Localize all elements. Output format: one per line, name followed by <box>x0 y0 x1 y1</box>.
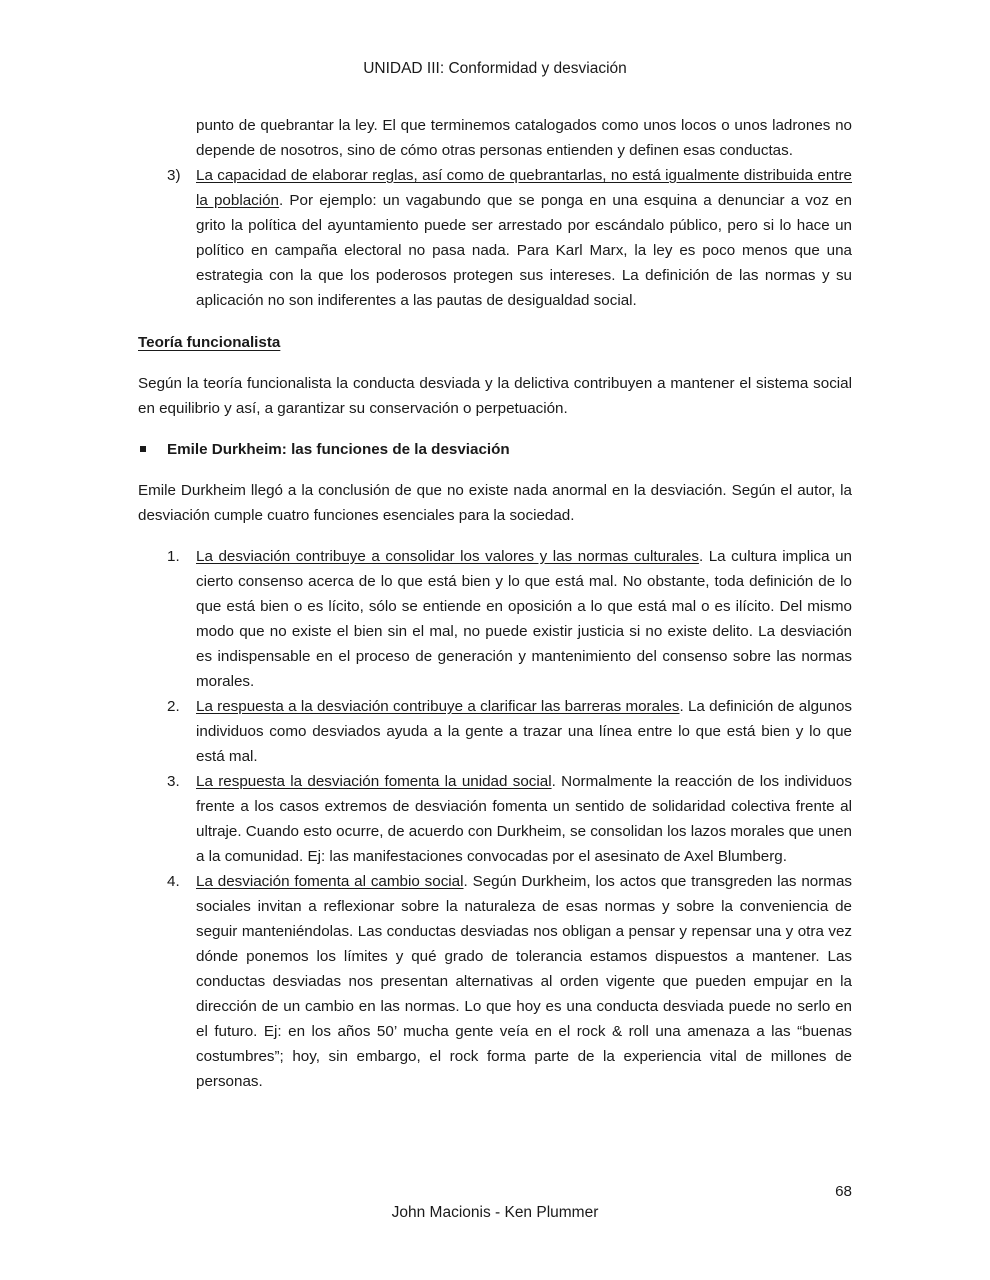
item-number: 1. <box>167 548 180 565</box>
function-item <box>138 694 852 769</box>
section-heading: Teoría funcionalista <box>138 334 281 351</box>
item-underlined-text: La respuesta a la desviación contribuye a clarificar las barreras morales <box>196 698 680 715</box>
page-number: 68 <box>835 1183 852 1200</box>
square-bullet-icon <box>140 446 146 452</box>
item-number: 3) <box>167 167 181 184</box>
page-footer: John Macionis - Ken Plummer <box>391 1204 599 1221</box>
item-number: 4. <box>167 873 180 890</box>
item-text: . Normalmente la reacción de los individuos frente a los casos extremos de desviación fomenta un sentido de solidaridad colectiva frente al ultraje. Cuando esto ocurre, de acuerdo con Durkheim, se consolidan los lazos morales que unen a la comunidad. Ej: las manifestaciones convocadas por el asesinato de Axel Blumberg. <box>196 773 852 865</box>
function-item <box>138 769 852 869</box>
item-text: . Según Durkheim, los actos que transgreden las normas sociales invitan a reflexionar sobre la naturaleza de esas normas y sobre la conveniencia de seguir manteniéndolas. Las conductas desviadas nos obligan a pensar y repensar una y otra vez dónde ponemos los límites y qué grado de tolerancia estamos dispuestos a mantener. Las conductas desviadas nos presentan alternativas al orden vigente que pueden empujar en la dirección de un cambio en las normas. Lo que hoy es una conducta desviada puede no serlo en el futuro. Ej: en los años 50’ mucha gente veía en el rock & roll una amenaza a las “buenas costumbres”; hoy, sin embargo, el rock forma parte de la experiencia vital de millones de personas. <box>196 873 852 1090</box>
bullet-heading <box>138 437 852 462</box>
bullet-heading-text: Emile Durkheim: las funciones de la desviación <box>167 441 510 458</box>
item-underlined-text: La respuesta la desviación fomenta la unidad social <box>196 773 552 790</box>
durkheim-intro: Emile Durkheim llegó a la conclusión de que no existe nada anormal en la desviación. Según el autor, la desviación cumple cuatro funciones esenciales para la sociedad. <box>138 482 852 524</box>
section-paragraph: Según la teoría funcionalista la conducta desviada y la delictiva contribuyen a mantener el sistema social en equilibrio y así, a garantizar su conservación o perpetuación. <box>138 375 852 417</box>
page-header: UNIDAD III: Conformidad y desviación <box>363 60 627 77</box>
function-item <box>138 544 852 694</box>
item-text: . La cultura implica un cierto consenso acerca de lo que está bien y lo que está mal. No obstante, toda definición de lo que está bien o es lícito, sólo se entiende en oposición a lo que está mal o es ilícito. Del mismo modo que no existe el bien sin el mal, no puede existir justicia si no existe delito. La desviación es indispensable en el proceso de generación y mantenimiento del consenso sobre las normas morales. <box>196 548 852 690</box>
item-underlined-text: La capacidad de elaborar reglas, así como de quebrantarlas, no está igualmente distribuida entre la población <box>196 167 852 209</box>
item-text: . Por ejemplo: un vagabundo que se ponga en una esquina a denunciar a voz en grito la política del ayuntamiento puede ser arrestado por escándalo público, pero si lo hace un político en campaña electoral no pasa nada. Para Karl Marx, la ley es poco menos que una estrategia con la que los poderosos protegen sus intereses. La definición de las normas y su aplicación no son indiferentes a las pautas de desigualdad social. <box>196 192 852 309</box>
item-text: . La definición de algunos individuos como desviados ayuda a la gente a trazar una línea entre lo que está bien y lo que está mal. <box>196 698 852 765</box>
intro-continuation: punto de quebrantar la ley. El que terminemos catalogados como unos locos o unos ladrones no depende de nosotros, sino de cómo otras personas entienden y definen esas conductas. <box>196 117 852 159</box>
item-number: 2. <box>167 698 180 715</box>
item-underlined-text: La desviación contribuye a consolidar los valores y las normas culturales <box>196 548 699 565</box>
function-item <box>138 869 852 1094</box>
list-item-3 <box>138 163 852 313</box>
item-number: 3. <box>167 773 180 790</box>
functions-list <box>138 544 852 1094</box>
item-underlined-text: La desviación fomenta al cambio social <box>196 873 464 890</box>
page-body <box>138 113 852 1094</box>
